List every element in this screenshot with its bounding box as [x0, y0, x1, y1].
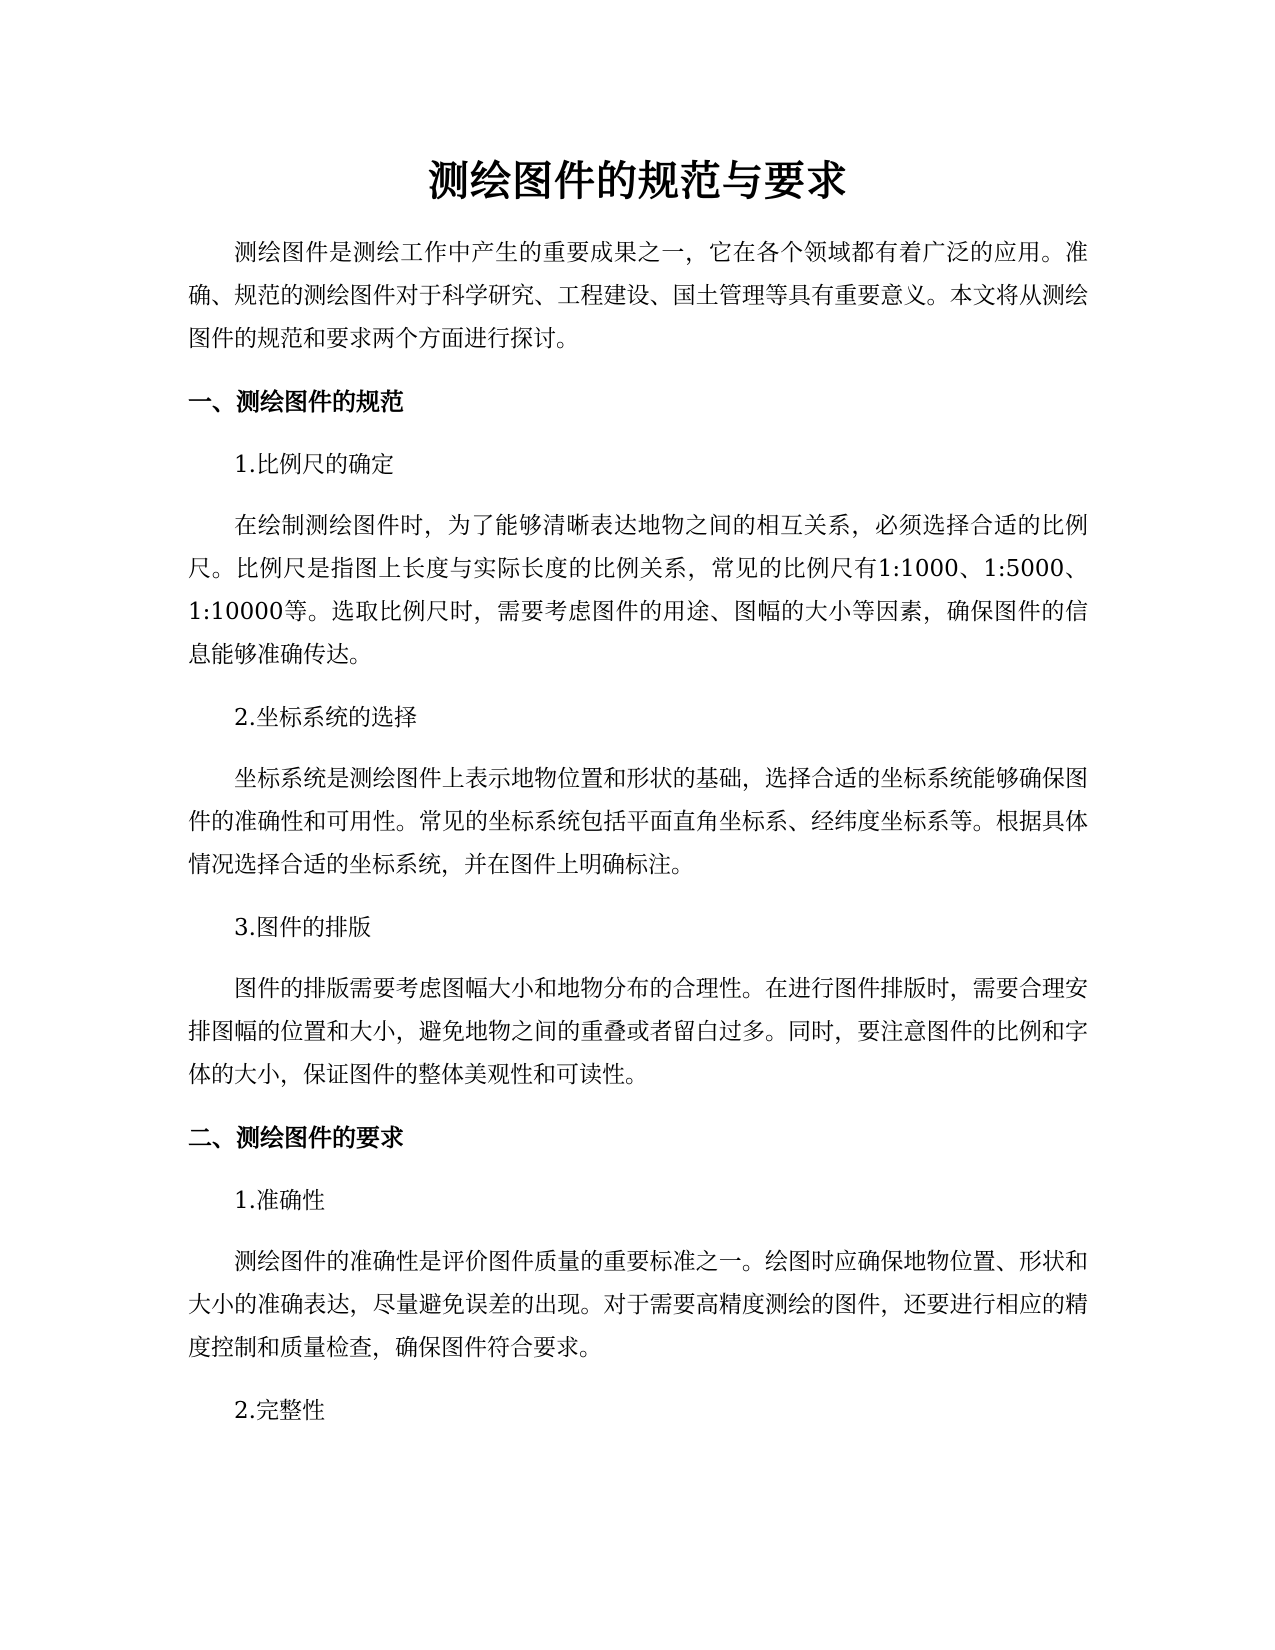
subheading-scale: 1.比例尺的确定 [234, 452, 394, 478]
section-heading-requirements: 二、测绘图件的要求 [188, 1124, 404, 1152]
subheading-coordinate-system: 2.坐标系统的选择 [234, 705, 417, 731]
document-body [188, 148, 1088, 1433]
paragraph-layout: 图件的排版需要考虑图幅大小和地物分布的合理性。在进行图件排版时，需要合理安排图幅的位置和大小，避免地物之间的重叠或者留白过多。同时，要注意图件的比例和字体的大小，保证图件的整体美观性和可读性。 [188, 976, 1088, 1088]
page-title: 测绘图件的规范与要求 [428, 157, 848, 205]
subheading-layout: 3.图件的排版 [234, 915, 371, 941]
paragraph-scale: 在绘制测绘图件时，为了能够清晰表达地物之间的相互关系，必须选择合适的比例尺。比例尺是指图上长度与实际长度的比例关系，常见的比例尺有1:1000、1:5000、1:10000等。选取比例尺时，需要考虑图件的用途、图幅的大小等因素，确保图件的信息能够准确传达。 [188, 513, 1088, 668]
subheading-accuracy: 1.准确性 [234, 1188, 325, 1214]
section-heading-norms: 一、测绘图件的规范 [188, 388, 404, 416]
paragraph-accuracy: 测绘图件的准确性是评价图件质量的重要标准之一。绘图时应确保地物位置、形状和大小的准确表达，尽量避免误差的出现。对于需要高精度测绘的图件，还要进行相应的精度控制和质量检查，确保图件符合要求。 [188, 1249, 1088, 1361]
intro-paragraph: 测绘图件是测绘工作中产生的重要成果之一，它在各个领域都有着广泛的应用。准确、规范的测绘图件对于科学研究、工程建设、国土管理等具有重要意义。本文将从测绘图件的规范和要求两个方面进行探讨。 [188, 240, 1088, 352]
paragraph-coordinate-system: 坐标系统是测绘图件上表示地物位置和形状的基础，选择合适的坐标系统能够确保图件的准确性和可用性。常见的坐标系统包括平面直角坐标系、经纬度坐标系等。根据具体情况选择合适的坐标系统，并在图件上明确标注。 [188, 766, 1088, 878]
subheading-completeness: 2.完整性 [234, 1398, 325, 1424]
